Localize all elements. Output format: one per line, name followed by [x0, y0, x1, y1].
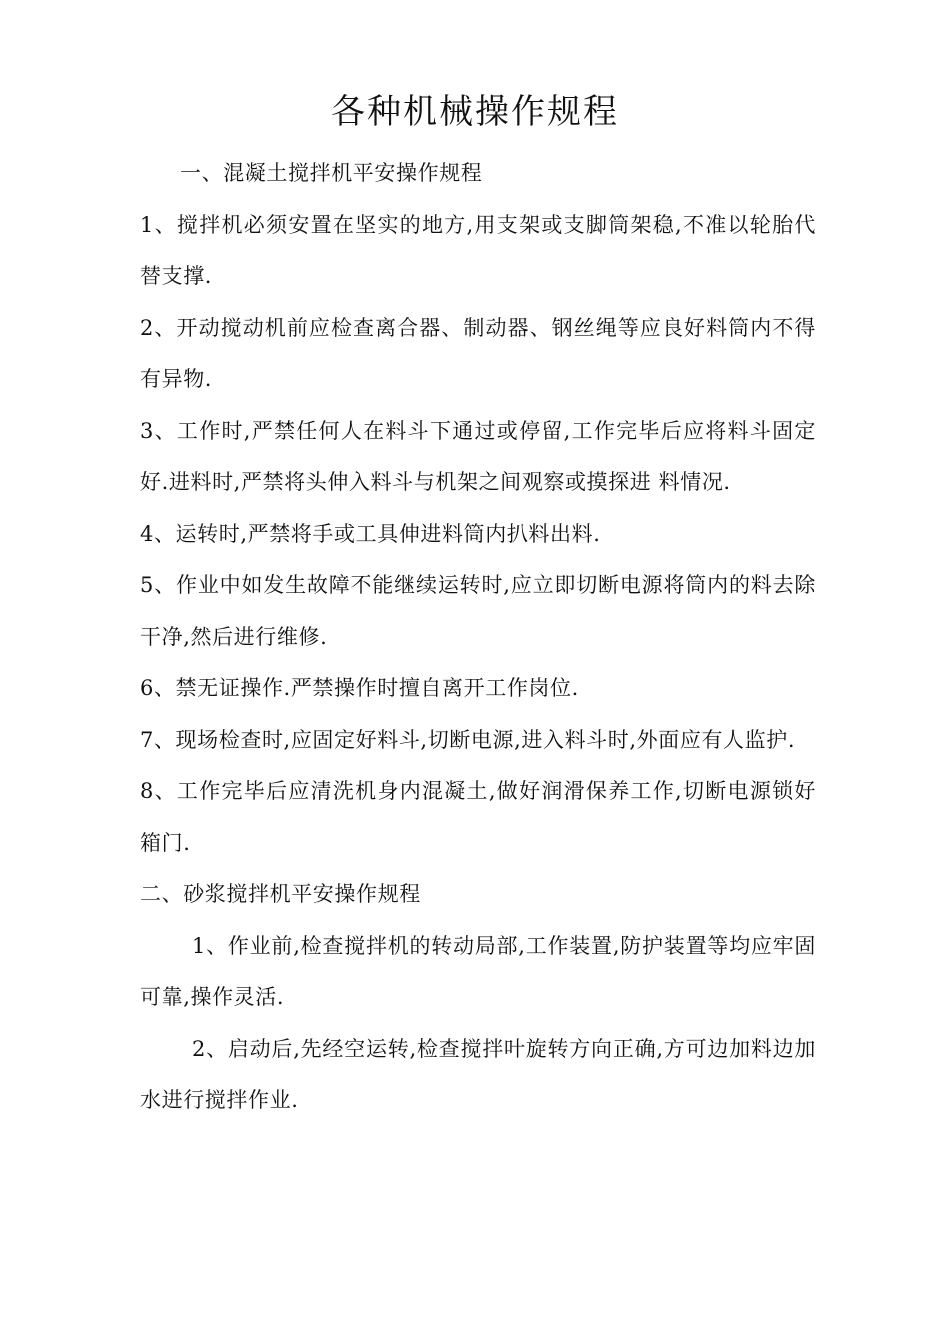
section1-heading: 一、混凝土搅拌机平安操作规程	[180, 161, 483, 185]
section2-item-1: 1、作业前,检查搅拌机的转动局部,工作装置,防护装置等均应牢固可靠,操作灵活.	[140, 933, 816, 1009]
section1-item-5: 5、作业中如发生故障不能继续运转时,应立即切断电源将筒内的料去除干净,然后进行维修.	[140, 573, 816, 649]
section1-item-1: 1、搅拌机必须安置在坚实的地方,用支架或支脚筒架稳,不准以轮胎代替支撑.	[140, 212, 816, 288]
section2-heading: 二、砂浆搅拌机平安操作规程	[140, 882, 421, 906]
section1-item-6: 6、禁无证操作.严禁操作时擅自离开工作岗位.	[140, 676, 579, 700]
document-body	[140, 148, 816, 1127]
section1-item-7: 7、现场检查时,应固定好料斗,切断电源,进入料斗时,外面应有人监护.	[140, 727, 796, 752]
section2-item-2: 2、启动后,先经空运转,检查搅拌叶旋转方向正确,方可边加料边加水进行搅拌作业.	[140, 1036, 816, 1112]
document-title: 各种机械操作规程	[331, 92, 619, 132]
section1-item-4: 4、运转时,严禁将手或工具伸进料筒内扒料出料.	[140, 521, 601, 546]
section1-item-2: 2、开动搅动机前应检查离合器、制动器、钢丝绳等应良好料筒内不得有异物.	[140, 315, 816, 391]
section1-item-3: 3、工作时,严禁任何人在料斗下通过或停留,工作完毕后应将料斗固定好.进料时,严禁将头伸入料斗与机架之间观察或摸探进 料情况.	[140, 418, 816, 494]
section1-item-8: 8、工作完毕后应清洗机身内混凝土,做好润滑保养工作,切断电源锁好箱门.	[140, 779, 816, 855]
